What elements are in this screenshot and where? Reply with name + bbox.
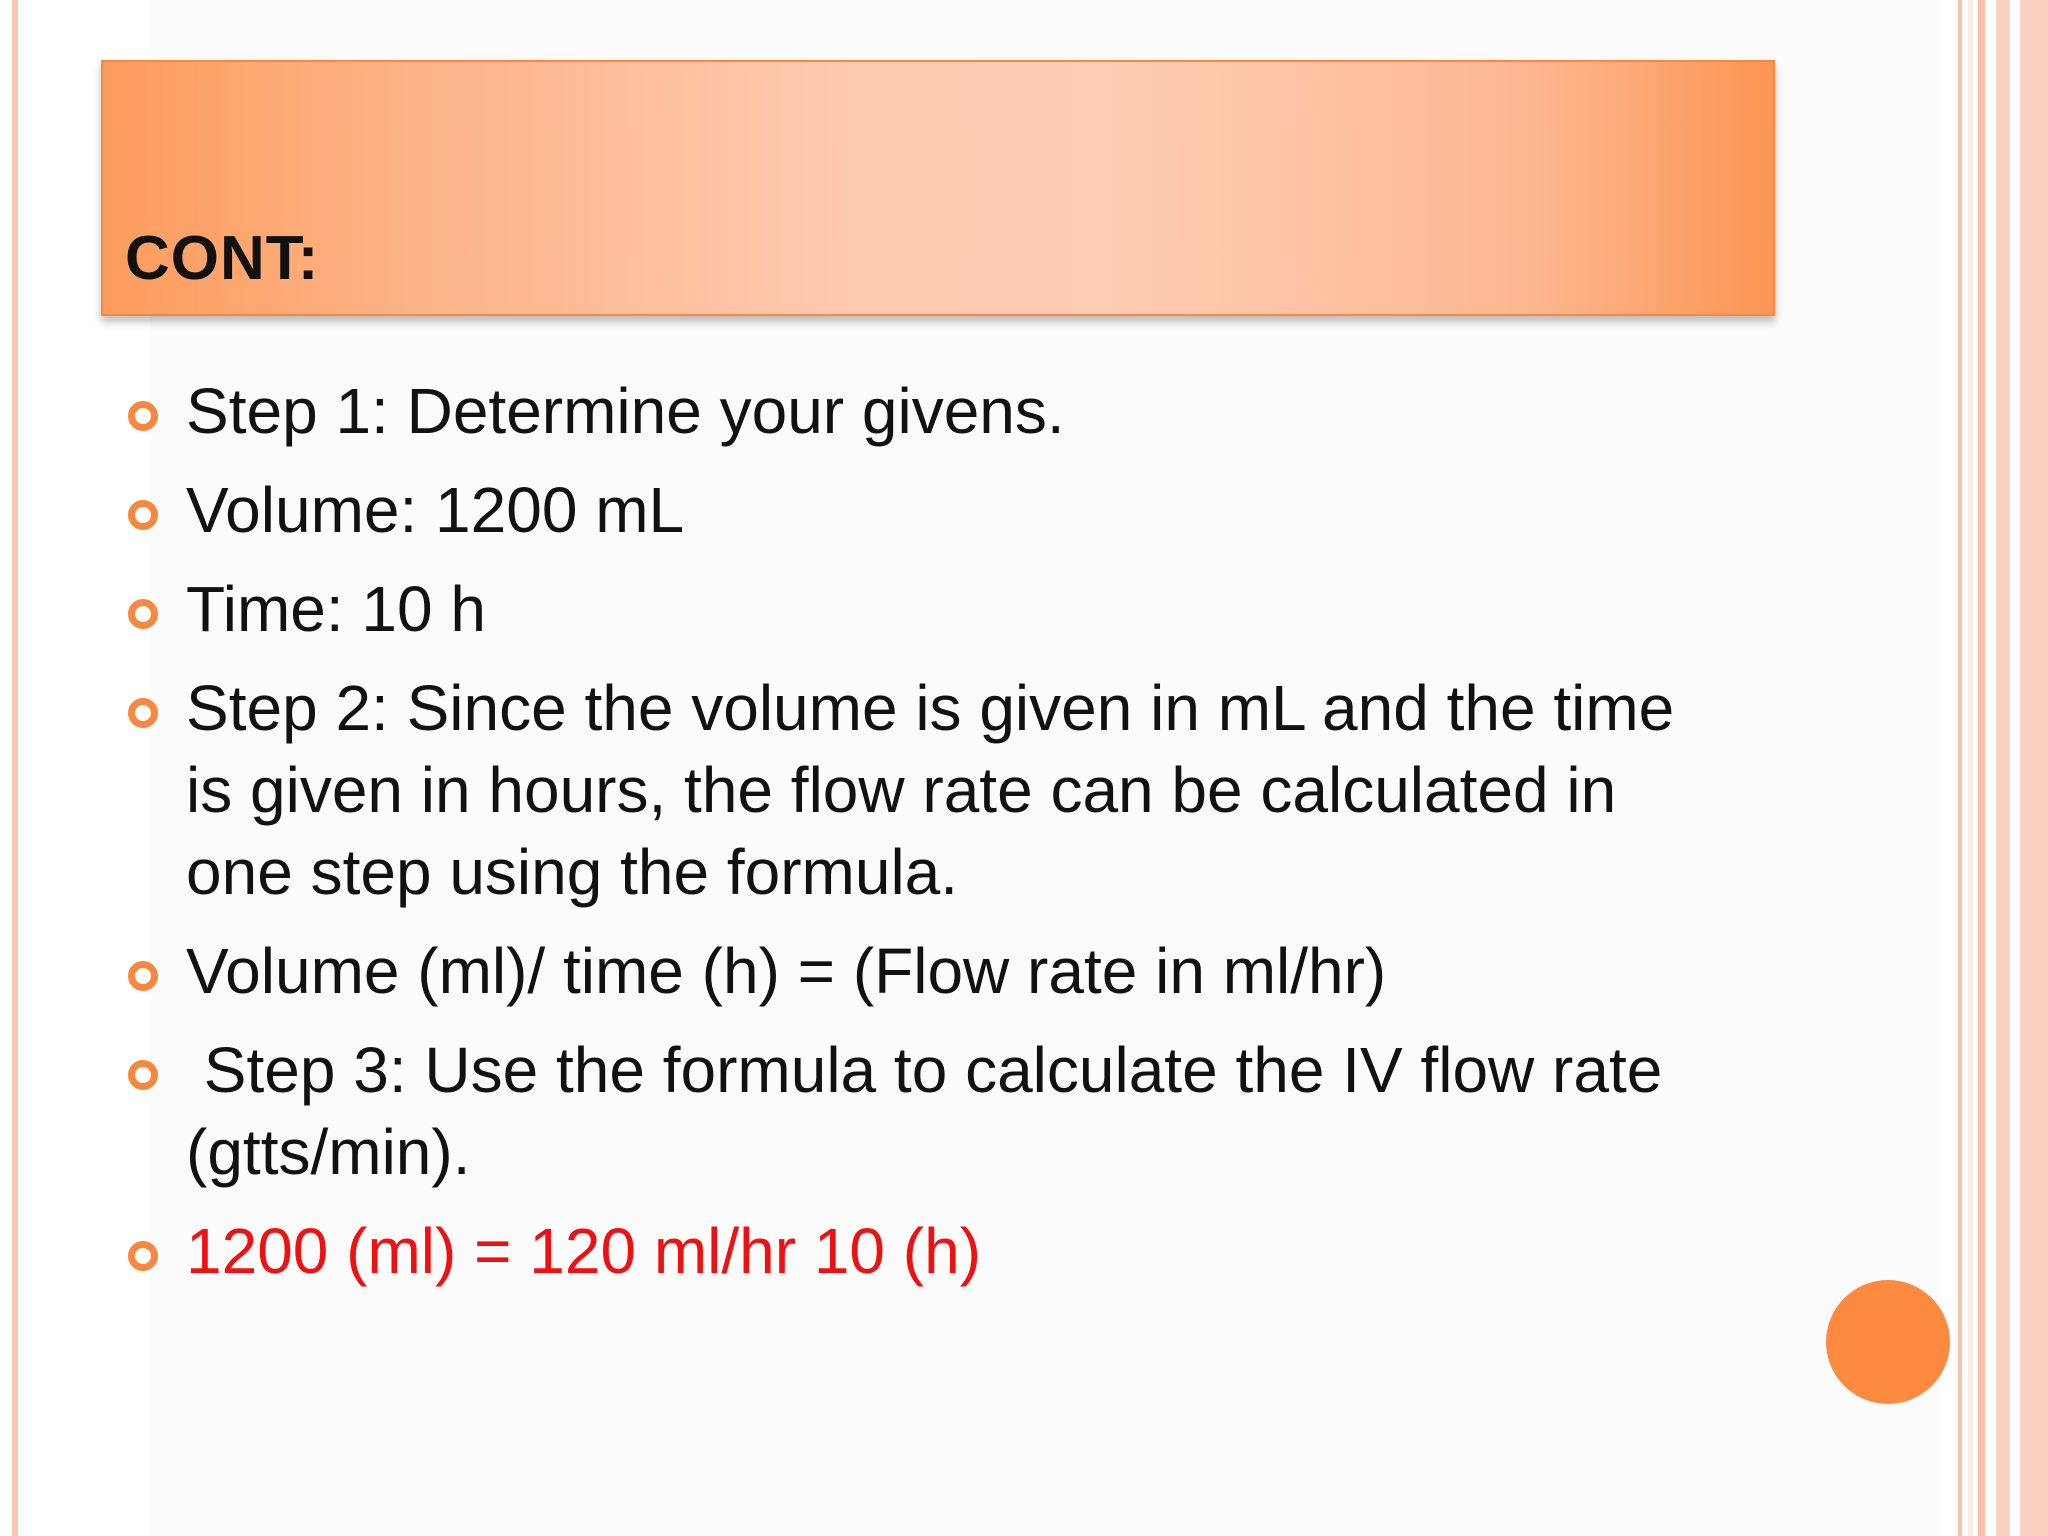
bullet-item	[126, 370, 1686, 452]
ring-bullet-icon	[128, 1241, 158, 1271]
right-stripe	[1978, 0, 1985, 1536]
ring-bullet-icon	[128, 401, 158, 431]
bullet-item	[126, 1029, 1686, 1193]
bullet-text: 1200 (ml) = 120 ml/hr 10 (h)	[186, 1215, 981, 1287]
bullet-text: Time: 10 h	[186, 573, 486, 645]
bullet-item-formula	[126, 1210, 1686, 1292]
right-stripe	[1958, 0, 1962, 1536]
ring-bullet-icon	[128, 500, 158, 530]
right-stripe	[2020, 0, 2048, 1536]
bullet-item	[126, 930, 1686, 1012]
right-stripe	[1968, 0, 1973, 1536]
ring-bullet-icon	[128, 599, 158, 629]
orange-circle-decoration	[1826, 1280, 1950, 1404]
bullet-text: Step 1: Determine your givens.	[186, 375, 1065, 447]
bullet-item	[126, 667, 1686, 913]
ring-bullet-icon	[128, 698, 158, 728]
ring-bullet-icon	[128, 961, 158, 991]
bullet-text: Volume: 1200 mL	[186, 474, 685, 546]
bullet-text: Step 3: Use the formula to calculate the IV flow rate (gtts/min).	[186, 1034, 1681, 1188]
right-stripe	[1996, 0, 2010, 1536]
bullet-item	[126, 568, 1686, 650]
title-banner	[101, 60, 1775, 316]
bullet-text: Volume (ml)/ time (h) = (Flow rate in ml/hr)	[186, 935, 1387, 1007]
ring-bullet-icon	[128, 1060, 158, 1090]
bullet-text: Step 2: Since the volume is given in mL and the time is given in hours, the flow rate can be calculated in one step using the formula.	[186, 672, 1675, 908]
slide-title: CONT:	[125, 224, 320, 293]
bullet-list	[126, 370, 1686, 1309]
bullet-item	[126, 469, 1686, 551]
left-border-line	[12, 0, 18, 1536]
